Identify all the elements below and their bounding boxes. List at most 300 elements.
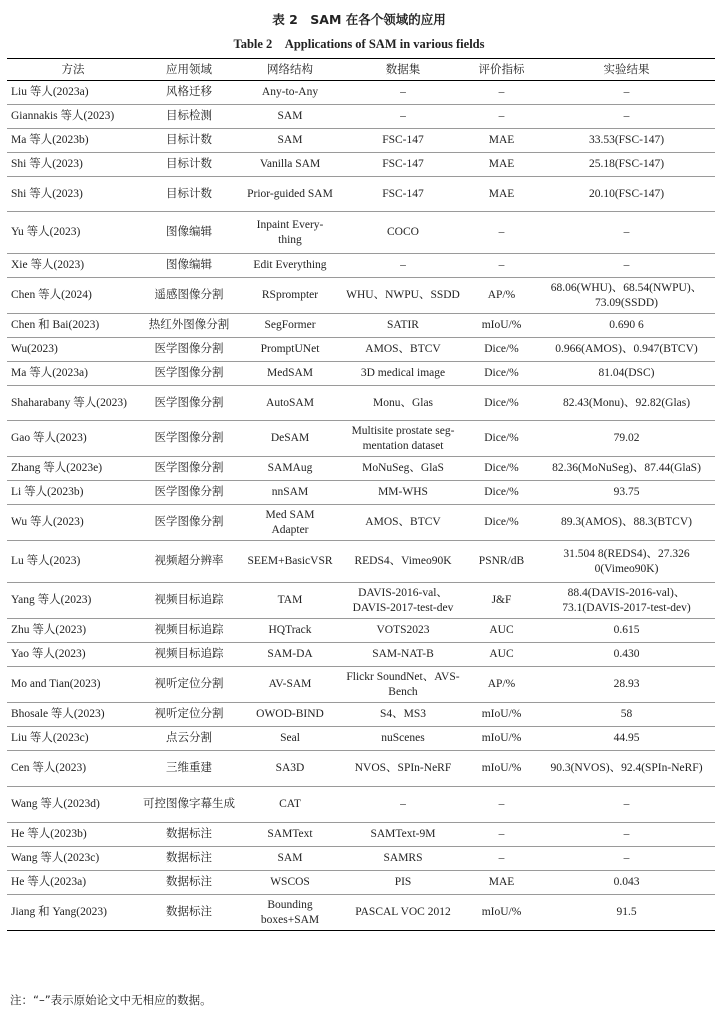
cell-method-text: Li 等人(2023b): [11, 486, 84, 499]
cell-network-structure-text: PromptUNet: [260, 343, 320, 356]
cell-method: [7, 386, 139, 421]
header-dataset: 数据集: [341, 59, 465, 81]
cell-network-structure: [239, 338, 341, 362]
cell-network-structure: [239, 254, 341, 278]
cell-network-structure: [239, 583, 341, 619]
cell-dataset-text: FSC-147: [382, 158, 424, 171]
cell-metric: [465, 823, 538, 847]
cell-network-structure-text: SAMText: [267, 828, 313, 841]
cell-results-text: –: [623, 798, 630, 811]
cell-application-field: [139, 727, 239, 751]
cell-application-field: [139, 481, 239, 505]
cell-method-text: Wang 等人(2023c): [11, 852, 100, 865]
table-row: [7, 457, 715, 481]
cell-method: [7, 153, 139, 177]
cell-method-text: Giannakis 等人(2023): [11, 110, 115, 123]
cell-method: [7, 541, 139, 583]
cell-dataset: [341, 105, 465, 129]
cell-results-text: –: [623, 86, 630, 99]
cell-method-text: Chen 等人(2024): [11, 289, 92, 302]
table-row: [7, 338, 715, 362]
table-row: [7, 727, 715, 751]
cell-method: [7, 278, 139, 314]
cell-network-structure: [239, 505, 341, 541]
cell-results: [538, 153, 715, 177]
cell-method-text: Yao 等人(2023): [11, 648, 86, 661]
cell-method-text: Mo and Tian(2023): [11, 678, 101, 691]
cell-network-structure-text: SAM: [277, 134, 303, 147]
cell-method-text: Cen 等人(2023): [11, 762, 87, 775]
cell-metric: [465, 81, 538, 105]
cell-method: [7, 481, 139, 505]
cell-application-field: [139, 386, 239, 421]
cell-results: [538, 787, 715, 823]
cell-network-structure-text: SAMAug: [267, 462, 313, 475]
cell-metric-text: mIoU/%: [481, 762, 522, 775]
cell-metric-text: AUC: [489, 648, 514, 661]
cell-results: [538, 457, 715, 481]
cell-metric-text: MAE: [488, 187, 515, 200]
cell-dataset: [341, 703, 465, 727]
cell-results-text: 28.93: [613, 678, 640, 691]
cell-network-structure: [239, 787, 341, 823]
cell-results: [538, 619, 715, 643]
cell-application-field-text: 目标计数: [166, 158, 212, 171]
table-row: [7, 105, 715, 129]
cell-metric-text: PSNR/dB: [478, 555, 525, 568]
cell-method: [7, 457, 139, 481]
cell-application-field-text: 图像编辑: [166, 226, 212, 239]
table-row: [7, 541, 715, 583]
cell-method-text: Xie 等人(2023): [11, 259, 85, 272]
cell-metric: [465, 212, 538, 254]
cell-application-field: [139, 871, 239, 895]
cell-application-field-text: 数据标注: [166, 828, 212, 841]
table-row: [7, 421, 715, 457]
cell-application-field-text: 视频目标追踪: [154, 594, 224, 607]
cell-method: [7, 254, 139, 278]
cell-results-text: 20.10(FSC-147): [588, 187, 665, 200]
cell-metric-text: Dice/%: [484, 462, 519, 475]
cell-dataset-text: –: [400, 110, 406, 123]
cell-application-field-text: 数据标注: [166, 876, 212, 889]
table-row: [7, 703, 715, 727]
cell-network-structure: [239, 212, 341, 254]
cell-application-field-text: 风格迁移: [166, 86, 212, 99]
cell-metric-text: mIoU/%: [481, 732, 522, 745]
cell-application-field: [139, 338, 239, 362]
cell-application-field-text: 视频目标追踪: [154, 624, 224, 637]
cell-method-text: Gao 等人(2023): [11, 432, 87, 445]
cell-dataset-text: PASCAL VOC 2012: [355, 906, 451, 919]
cell-metric: [465, 457, 538, 481]
cell-method: [7, 751, 139, 787]
cell-results: [538, 481, 715, 505]
cell-application-field: [139, 541, 239, 583]
cell-method-text: Shaharabany 等人(2023): [11, 396, 127, 409]
cell-results-text: 44.95: [613, 732, 640, 745]
cell-network-structure-text: TAM: [277, 594, 303, 607]
cell-dataset-text: FSC-147: [382, 134, 424, 147]
cell-network-structure-text: AV-SAM: [268, 678, 312, 691]
cell-dataset-text: NVOS、SPIn-NeRF: [354, 762, 452, 775]
cell-metric-text: Dice/%: [484, 486, 519, 499]
cell-metric: [465, 583, 538, 619]
cell-metric-text: MAE: [488, 158, 515, 171]
table-row: [7, 667, 715, 703]
cell-network-structure: [239, 643, 341, 667]
cell-network-structure-text: Edit Everything: [253, 259, 327, 272]
cell-results: [538, 643, 715, 667]
cell-results-text: –: [623, 259, 630, 272]
cell-method: [7, 338, 139, 362]
cell-application-field-text: 视频目标追踪: [154, 648, 224, 661]
cell-dataset-text: AMOS、BTCV: [365, 516, 441, 529]
cell-network-structure: [239, 481, 341, 505]
cell-application-field: [139, 129, 239, 153]
cell-application-field: [139, 254, 239, 278]
cell-metric: [465, 481, 538, 505]
cell-dataset: [341, 457, 465, 481]
cell-metric: [465, 541, 538, 583]
cell-metric: [465, 619, 538, 643]
cell-dataset: [341, 254, 465, 278]
cell-metric: [465, 386, 538, 421]
cell-results-text: 0.430: [613, 648, 640, 661]
cell-results: [538, 823, 715, 847]
cell-method: [7, 895, 139, 931]
cell-network-structure: [239, 278, 341, 314]
cell-application-field: [139, 314, 239, 338]
table-row: [7, 177, 715, 212]
cell-dataset-text: Multisite prostate seg-mentation dataset: [351, 424, 455, 452]
table-row: [7, 643, 715, 667]
cell-metric-text: AP/%: [487, 678, 516, 691]
cell-dataset: [341, 787, 465, 823]
cell-dataset-text: VOTS2023: [376, 624, 430, 637]
cell-application-field-text: 数据标注: [166, 852, 212, 865]
cell-results: [538, 212, 715, 254]
cell-network-structure-text: Med SAM Adapter: [265, 508, 315, 536]
cell-application-field-text: 医学图像分割: [154, 343, 224, 356]
cell-network-structure-text: AutoSAM: [266, 396, 314, 409]
cell-dataset-text: SAM-NAT-B: [372, 648, 434, 661]
cell-method-text: He 等人(2023a): [11, 876, 87, 889]
cell-metric: [465, 727, 538, 751]
cell-results-text: –: [623, 110, 630, 123]
table-row: [7, 871, 715, 895]
cell-dataset: [341, 541, 465, 583]
cell-network-structure-text: SAM-DA: [267, 648, 313, 661]
cell-network-structure-text: Vanilla SAM: [259, 158, 321, 171]
cell-dataset-text: 3D medical image: [360, 367, 446, 380]
cell-metric: [465, 895, 538, 931]
cell-metric-text: MAE: [488, 876, 515, 889]
cell-application-field-text: 医学图像分割: [154, 486, 224, 499]
cell-network-structure: [239, 619, 341, 643]
cell-network-structure: [239, 177, 341, 212]
cell-dataset-text: REDS4、Vimeo90K: [354, 555, 452, 568]
cell-results-text: –: [623, 828, 630, 841]
cell-network-structure-text: Prior-guided SAM: [247, 187, 333, 200]
cell-network-structure: [239, 751, 341, 787]
cell-results-text: 0.043: [613, 876, 640, 889]
cell-method-text: Ma 等人(2023b): [11, 134, 89, 147]
cell-application-field-text: 遥感图像分割: [154, 289, 224, 302]
cell-results: [538, 421, 715, 457]
cell-dataset-text: FSC-147: [382, 187, 424, 200]
table-row: [7, 314, 715, 338]
header-method: 方法: [7, 59, 139, 81]
cell-dataset: [341, 314, 465, 338]
cell-application-field-text: 医学图像分割: [154, 516, 224, 529]
cell-dataset: [341, 386, 465, 421]
cell-network-structure: [239, 105, 341, 129]
cell-method-text: Zhang 等人(2023e): [11, 462, 103, 475]
cell-application-field: [139, 895, 239, 931]
cell-application-field: [139, 583, 239, 619]
cell-metric-text: mIoU/%: [481, 906, 522, 919]
cell-metric-text: AUC: [489, 624, 514, 637]
cell-network-structure-text: SegFormer: [264, 319, 316, 332]
cell-network-structure: [239, 421, 341, 457]
cell-method-text: Shi 等人(2023): [11, 187, 83, 200]
cell-metric: [465, 177, 538, 212]
cell-dataset: [341, 871, 465, 895]
cell-network-structure: [239, 823, 341, 847]
cell-results-text: 90.3(NVOS)、92.4(SPIn-NeRF): [550, 762, 703, 775]
header-metric: 评价指标: [465, 59, 538, 81]
cell-method: [7, 212, 139, 254]
cell-metric-text: –: [498, 86, 505, 99]
cell-results: [538, 338, 715, 362]
cell-method: [7, 667, 139, 703]
table-row: [7, 481, 715, 505]
table-row: [7, 505, 715, 541]
cell-method: [7, 505, 139, 541]
cell-network-structure-text: SAM: [277, 110, 303, 123]
cell-application-field-text: 视频超分辨率: [154, 555, 224, 568]
table-row: [7, 386, 715, 421]
cell-dataset-text: nuScenes: [381, 732, 425, 745]
cell-network-structure: [239, 895, 341, 931]
cell-network-structure: [239, 362, 341, 386]
cell-dataset: [341, 823, 465, 847]
cell-dataset-text: DAVIS-2016-val、DAVIS-2017-test-dev: [352, 586, 454, 614]
cell-application-field: [139, 212, 239, 254]
cell-network-structure-text: OWOD-BIND: [256, 708, 324, 721]
table-row: [7, 823, 715, 847]
cell-network-structure: [239, 457, 341, 481]
cell-metric: [465, 314, 538, 338]
cell-method: [7, 787, 139, 823]
cell-method-text: Liu 等人(2023c): [11, 732, 89, 745]
table-row: [7, 619, 715, 643]
cell-metric: [465, 153, 538, 177]
cell-network-structure-text: RSprompter: [261, 289, 319, 302]
cell-application-field: [139, 703, 239, 727]
cell-network-structure: [239, 667, 341, 703]
cell-metric: [465, 643, 538, 667]
cell-results-text: 88.4(DAVIS-2016-val)、73.1(DAVIS-2017-test-dev): [562, 586, 691, 614]
cell-method: [7, 314, 139, 338]
cell-results: [538, 847, 715, 871]
cell-network-structure-text: Any-to-Any: [261, 86, 319, 99]
table-row: [7, 153, 715, 177]
header-application-field: 应用领域: [139, 59, 239, 81]
cell-metric-text: Dice/%: [484, 343, 519, 356]
cell-dataset: [341, 278, 465, 314]
cell-dataset: [341, 751, 465, 787]
cell-results: [538, 727, 715, 751]
cell-results-text: 0.966(AMOS)、0.947(BTCV): [555, 343, 698, 356]
cell-dataset: [341, 727, 465, 751]
cell-application-field: [139, 278, 239, 314]
cell-metric-text: –: [498, 110, 505, 123]
cell-application-field: [139, 362, 239, 386]
cell-method-text: Jiang 和 Yang(2023): [11, 906, 107, 919]
cell-method: [7, 362, 139, 386]
cell-network-structure-text: nnSAM: [271, 486, 309, 499]
table-caption-chinese: 表 2 SAM 在各个领域的应用: [272, 12, 446, 27]
cell-application-field: [139, 457, 239, 481]
cell-application-field-text: 点云分割: [166, 732, 212, 745]
cell-dataset-text: SATIR: [387, 319, 419, 332]
cell-network-structure-text: CAT: [279, 798, 301, 811]
applications-table: [7, 58, 715, 931]
cell-results: [538, 362, 715, 386]
cell-network-structure-text: SAM: [277, 852, 303, 865]
cell-results-text: 81.04(DSC): [598, 367, 655, 380]
cell-dataset-text: AMOS、BTCV: [365, 343, 441, 356]
cell-network-structure-text: SA3D: [275, 762, 305, 775]
cell-dataset: [341, 895, 465, 931]
cell-method-text: Wu(2023): [11, 343, 58, 356]
cell-dataset: [341, 153, 465, 177]
cell-metric-text: Dice/%: [484, 516, 519, 529]
cell-method: [7, 421, 139, 457]
cell-dataset: [341, 81, 465, 105]
cell-results-text: 0.615: [613, 624, 640, 637]
cell-metric-text: Dice/%: [484, 432, 519, 445]
table-row: [7, 81, 715, 105]
cell-metric-text: AP/%: [487, 289, 516, 302]
cell-results-text: 58: [620, 708, 633, 721]
cell-network-structure: [239, 541, 341, 583]
cell-results-text: 31.504 8(REDS4)、27.326 0(Vimeo90K): [563, 547, 690, 575]
cell-application-field-text: 三维重建: [166, 762, 212, 775]
cell-network-structure: [239, 129, 341, 153]
cell-metric-text: mIoU/%: [481, 319, 522, 332]
cell-metric-text: –: [498, 226, 505, 239]
cell-results-text: 0.690 6: [609, 319, 644, 332]
cell-results: [538, 105, 715, 129]
cell-results: [538, 751, 715, 787]
cell-dataset: [341, 212, 465, 254]
cell-application-field: [139, 153, 239, 177]
cell-metric: [465, 667, 538, 703]
cell-method: [7, 81, 139, 105]
table-row: [7, 212, 715, 254]
cell-metric: [465, 129, 538, 153]
cell-method-text: Wu 等人(2023): [11, 516, 84, 529]
cell-results-text: 89.3(AMOS)、88.3(BTCV): [561, 516, 692, 529]
cell-method: [7, 177, 139, 212]
cell-application-field: [139, 505, 239, 541]
cell-metric-text: Dice/%: [484, 396, 519, 409]
cell-metric: [465, 871, 538, 895]
cell-network-structure-text: Inpaint Every-thing: [256, 218, 324, 246]
cell-results: [538, 177, 715, 212]
table-row: [7, 362, 715, 386]
cell-application-field: [139, 643, 239, 667]
cell-application-field-text: 图像编辑: [166, 259, 212, 272]
cell-metric-text: J&F: [491, 594, 512, 607]
cell-application-field-text: 视听定位分割: [154, 708, 224, 721]
cell-results-text: 91.5: [616, 906, 637, 919]
cell-network-structure: [239, 727, 341, 751]
table-row: [7, 847, 715, 871]
cell-metric-text: Dice/%: [484, 367, 519, 380]
cell-results: [538, 386, 715, 421]
cell-metric: [465, 421, 538, 457]
cell-dataset: [341, 643, 465, 667]
cell-dataset-text: COCO: [387, 226, 419, 239]
table-row: [7, 787, 715, 823]
cell-dataset-text: Monu、Glas: [372, 396, 434, 409]
cell-dataset: [341, 847, 465, 871]
cell-results: [538, 254, 715, 278]
cell-application-field-text: 医学图像分割: [154, 462, 224, 475]
cell-results-text: 33.53(FSC-147): [588, 134, 665, 147]
cell-dataset-text: Flickr SoundNet、AVS-Bench: [346, 670, 460, 698]
cell-dataset-text: –: [400, 798, 406, 811]
cell-dataset-text: –: [400, 259, 406, 272]
cell-results-text: 25.18(FSC-147): [588, 158, 665, 171]
cell-network-structure-text: WSCOS: [270, 876, 310, 889]
cell-metric: [465, 362, 538, 386]
table-note: 注：“–”表示原始论文中无相应的数据。: [10, 993, 212, 1007]
table-row: [7, 895, 715, 931]
table-row: [7, 751, 715, 787]
cell-network-structure-text: MedSAM: [266, 367, 313, 380]
cell-metric-text: –: [498, 852, 505, 865]
cell-method-text: Lu 等人(2023): [11, 555, 81, 568]
cell-metric: [465, 505, 538, 541]
cell-results-text: 68.06(WHU)、68.54(NWPU)、73.09(SSDD): [550, 281, 703, 309]
cell-results-text: 82.36(MoNuSeg)、87.44(GlaS): [552, 462, 701, 475]
cell-metric-text: –: [498, 798, 505, 811]
cell-network-structure: [239, 153, 341, 177]
cell-results: [538, 703, 715, 727]
table-row: [7, 278, 715, 314]
cell-network-structure-text: HQTrack: [268, 624, 312, 637]
cell-results-text: 82.43(Monu)、92.82(Glas): [562, 396, 691, 409]
cell-metric: [465, 703, 538, 727]
cell-method-text: Zhu 等人(2023): [11, 624, 87, 637]
cell-method: [7, 129, 139, 153]
header-network-structure: 网络结构: [239, 59, 341, 81]
cell-dataset: [341, 667, 465, 703]
cell-application-field: [139, 847, 239, 871]
cell-results-text: 93.75: [613, 486, 640, 499]
cell-application-field-text: 医学图像分割: [154, 396, 224, 409]
cell-metric: [465, 751, 538, 787]
cell-metric-text: mIoU/%: [481, 708, 522, 721]
cell-results: [538, 667, 715, 703]
cell-method-text: Chen 和 Bai(2023): [11, 319, 100, 332]
cell-dataset-text: –: [400, 86, 406, 99]
